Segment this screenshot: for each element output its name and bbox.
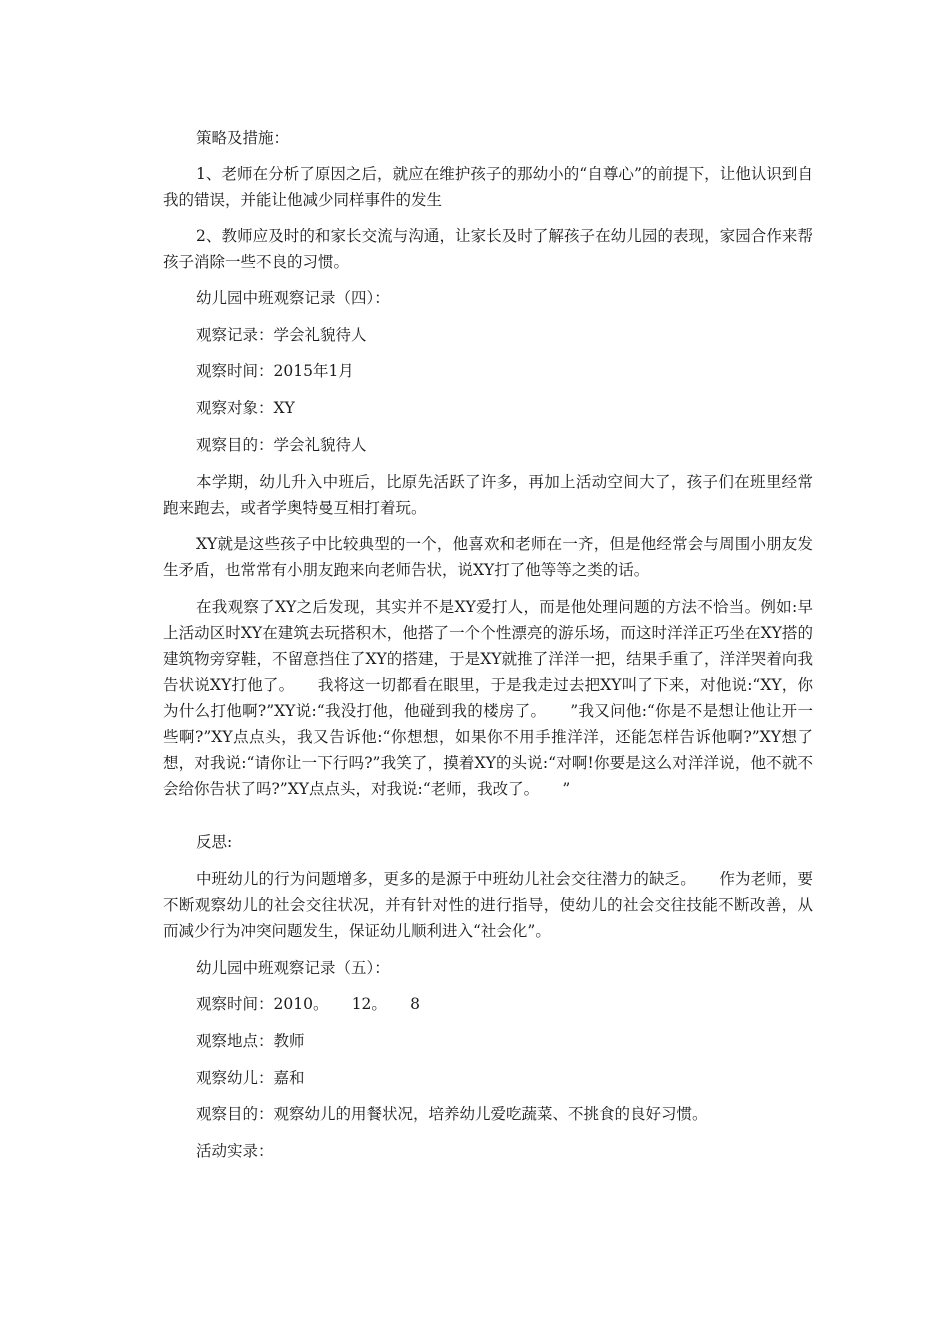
section-heading-strategies: 策略及措施： bbox=[196, 129, 290, 147]
record-5-child: 观察幼儿：嘉和 bbox=[196, 1069, 305, 1087]
reflection-paragraph: 中班幼儿的行为问题增多，更多的是源于中班幼儿社会交往潜力的缺乏。 作为老师，要不断观察幼儿的社会交往状况，并有针对性的进行指导，使幼儿的社会交往技能不断改善，从而减少行为冲突问题发生，保证幼儿顺利进入“社会化”。 bbox=[163, 870, 813, 940]
record-5-time: 观察时间：2010。 12。 8 bbox=[196, 995, 421, 1013]
record-4-subject: 观察对象：XY bbox=[196, 399, 295, 417]
reflection-heading: 反思: bbox=[196, 833, 233, 851]
record-4-purpose: 观察目的：学会礼貌待人 bbox=[196, 436, 367, 454]
record-4-paragraph-3: 在我观察了XY之后发现，其实并不是XY爱打人，而是他处理问题的方法不恰当。例如:早上活动区时XY在建筑去玩搭积木，他搭了一个个性漂亮的游乐场，而这时洋洋正巧坐在XY搭的建筑物旁穿鞋，不留意挡住了XY的搭建，于是XY就推了洋洋一把，结果手重了，洋洋哭着向我告状说XY打他了。 我将这一切都看在眼里，于是我走过去把XY叫了下来，对他说:“XY，你为什么打他啊?”XY说:“我没打他，他碰到我的楼房了。 ”我又问他:“你是不是想让他让开一些啊?”XY点点头，我又告诉他:“你想想，如果你不用手推洋洋，还能怎样告诉他啊?”XY想了想，对我说:“请你让一下行吗?”我笑了，摸着XY的头说:“对啊!你要是这么对洋洋说，他不就不会给你告状了吗?”XY点点头，对我说:“老师，我改了。 ” bbox=[163, 598, 813, 798]
record-5-purpose: 观察目的：观察幼儿的用餐状况，培养幼儿爱吃蔬菜、不挑食的良好习惯。 bbox=[196, 1105, 708, 1123]
record-4-paragraph-1: 本学期，幼儿升入中班后，比原先活跃了许多，再加上活动空间大了，孩子们在班里经常跑来跑去，或者学奥特曼互相打着玩。 bbox=[163, 473, 813, 517]
record-5-activity-heading: 活动实录： bbox=[196, 1142, 274, 1160]
record-4-title: 幼儿园中班观察记录（四）： bbox=[196, 289, 390, 307]
record-4-time: 观察时间：2015年1月 bbox=[196, 362, 354, 380]
strategy-item-1: 1、老师在分析了原因之后，就应在维护孩子的那幼小的“自尊心”的前提下，让他认识到自我的错误，并能让他减少同样事件的发生 bbox=[163, 165, 813, 209]
record-5-location: 观察地点：教师 bbox=[196, 1032, 305, 1050]
record-4-topic: 观察记录：学会礼貌待人 bbox=[196, 326, 367, 344]
strategy-item-2: 2、教师应及时的和家长交流与沟通，让家长及时了解孩子在幼儿园的表现，家园合作来帮孩子消除一些不良的习惯。 bbox=[163, 227, 813, 271]
record-4-paragraph-2: XY就是这些孩子中比较典型的一个，他喜欢和老师在一齐，但是他经常会与周围小朋友发生矛盾，也常常有小朋友跑来向老师告状，说XY打了他等等之类的话。 bbox=[163, 535, 813, 579]
record-5-title: 幼儿园中班观察记录（五）： bbox=[196, 959, 390, 977]
